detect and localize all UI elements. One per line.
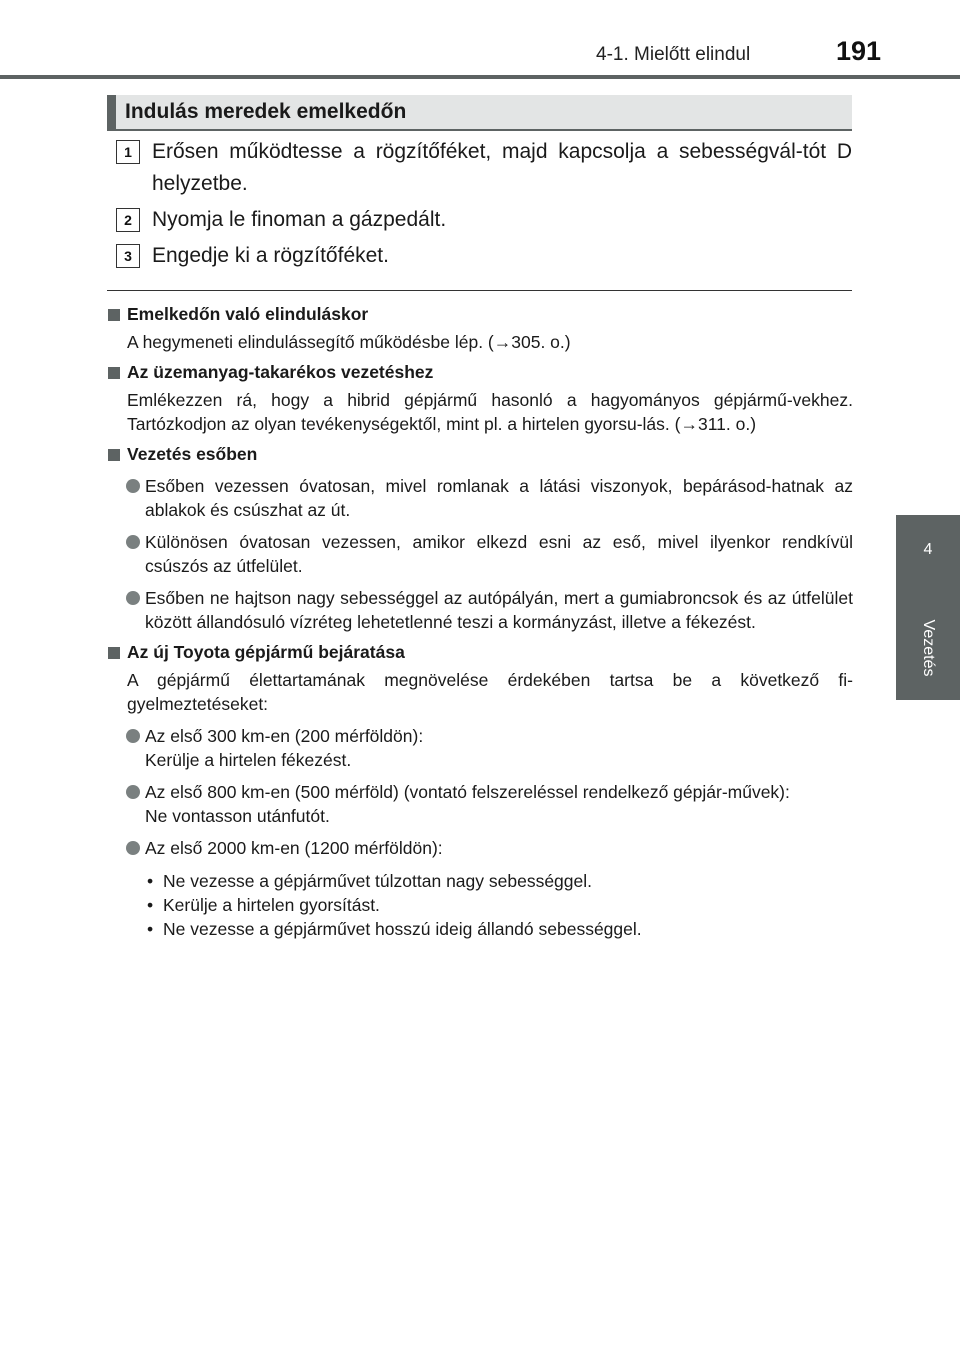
circle-bullet-icon bbox=[126, 535, 140, 549]
note-heading-text: Az új Toyota gépjármű bejáratása bbox=[127, 642, 405, 662]
list-item-text: Az első 300 km-en (200 mérföldön): bbox=[145, 726, 424, 746]
page-number: 191 bbox=[836, 36, 882, 66]
list-item bbox=[107, 474, 853, 522]
square-bullet-icon bbox=[108, 647, 120, 659]
section-breadcrumb: 4-1. Mielőtt elindul bbox=[596, 44, 751, 65]
step-text: Erősen működtesse a rögzítőféket, majd kapcsolja a sebességvál-tót D helyzetbe. bbox=[152, 140, 852, 195]
sub-list-item: • Ne vezesse a gépjárművet túlzottan nagy sebességgel. bbox=[145, 869, 853, 893]
note-heading bbox=[107, 360, 853, 384]
circle-bullet-icon bbox=[126, 841, 140, 855]
banner-accent-bar bbox=[107, 95, 116, 129]
step-number-badge: 2 bbox=[116, 208, 140, 232]
step-2 bbox=[116, 204, 852, 236]
note-heading-text: Emelkedőn való elinduláskor bbox=[127, 304, 369, 324]
note-heading-text: Az üzemanyag-takarékos vezetéshez bbox=[127, 362, 434, 382]
chapter-label: Vezetés bbox=[920, 619, 937, 677]
list-item-text: Az első 2000 km-en (1200 mérföldön): bbox=[145, 838, 443, 858]
list-item-text: Ne vontasson utánfutót. bbox=[145, 806, 330, 826]
note-heading bbox=[107, 442, 853, 466]
note-paragraph: A gépjármű élettartamának megnövelése érdekében tartsa be a következő fi-gyelmeztetéseket: bbox=[127, 670, 853, 714]
list-item bbox=[107, 780, 853, 828]
note-paragraph: Emlékezzen rá, hogy a hibrid gépjármű hasonló a hagyományos gépjármű-vekhez. Tartózkodjon az olyan tevékenységektől, mint pl. a hirtelen gyorsu-lás. (→311. o.) bbox=[127, 390, 853, 434]
step-text: Nyomja le finoman a gázpedált. bbox=[152, 208, 447, 231]
list-item-text: Különösen óvatosan vezessen, amikor elkezd esni az eső, mivel ilyenkor rendkívül csúszós az útfelület. bbox=[145, 532, 853, 576]
note-heading-text: Vezetés esőben bbox=[127, 444, 258, 464]
list-item-text: Esőben ne hajtson nagy sebességgel az autópályán, mert a gumiabroncsok és az útfelület között állandósuló vízréteg lehetetlenné teszi a kormányzást, illetve a fékezést. bbox=[145, 588, 853, 632]
circle-bullet-icon bbox=[126, 785, 140, 799]
notes-content bbox=[107, 302, 853, 941]
list-item bbox=[107, 836, 853, 860]
list-item-text: Az első 800 km-en (500 mérföld) (vontató felszereléssel rendelkező gépjár-művek): bbox=[145, 782, 790, 802]
banner-title: Indulás meredek emelkedőn bbox=[125, 100, 407, 123]
section-divider bbox=[107, 290, 852, 291]
header-divider bbox=[0, 75, 960, 79]
square-bullet-icon bbox=[108, 449, 120, 461]
circle-bullet-icon bbox=[126, 729, 140, 743]
section-banner bbox=[107, 95, 852, 131]
note-paragraph: A hegymeneti elindulássegítő működésbe lép. (→305. o.) bbox=[127, 332, 571, 352]
note-heading bbox=[107, 302, 853, 326]
step-number-badge: 3 bbox=[116, 244, 140, 268]
list-item bbox=[107, 530, 853, 578]
sub-list-item: • Ne vezesse a gépjárművet hosszú ideig állandó sebességgel. bbox=[145, 917, 853, 941]
step-number-badge: 1 bbox=[116, 140, 140, 164]
square-bullet-icon bbox=[108, 309, 120, 321]
list-item bbox=[107, 586, 853, 634]
step-1 bbox=[116, 136, 852, 200]
circle-bullet-icon bbox=[126, 479, 140, 493]
step-text: Engedje ki a rögzítőféket. bbox=[152, 244, 389, 267]
note-heading bbox=[107, 640, 853, 664]
list-item bbox=[107, 724, 853, 772]
sub-list bbox=[107, 869, 853, 941]
sub-list-item: • Kerülje a hirtelen gyorsítást. bbox=[145, 893, 853, 917]
square-bullet-icon bbox=[108, 367, 120, 379]
chapter-number: 4 bbox=[923, 541, 933, 558]
list-item-text: Kerülje a hirtelen fékezést. bbox=[145, 750, 352, 770]
step-3 bbox=[116, 240, 852, 272]
list-item-text: Esőben vezessen óvatosan, mivel romlanak a látási viszonyok, bepárásod-hatnak az ablakok és csúszhat az út. bbox=[145, 476, 853, 520]
circle-bullet-icon bbox=[126, 591, 140, 605]
